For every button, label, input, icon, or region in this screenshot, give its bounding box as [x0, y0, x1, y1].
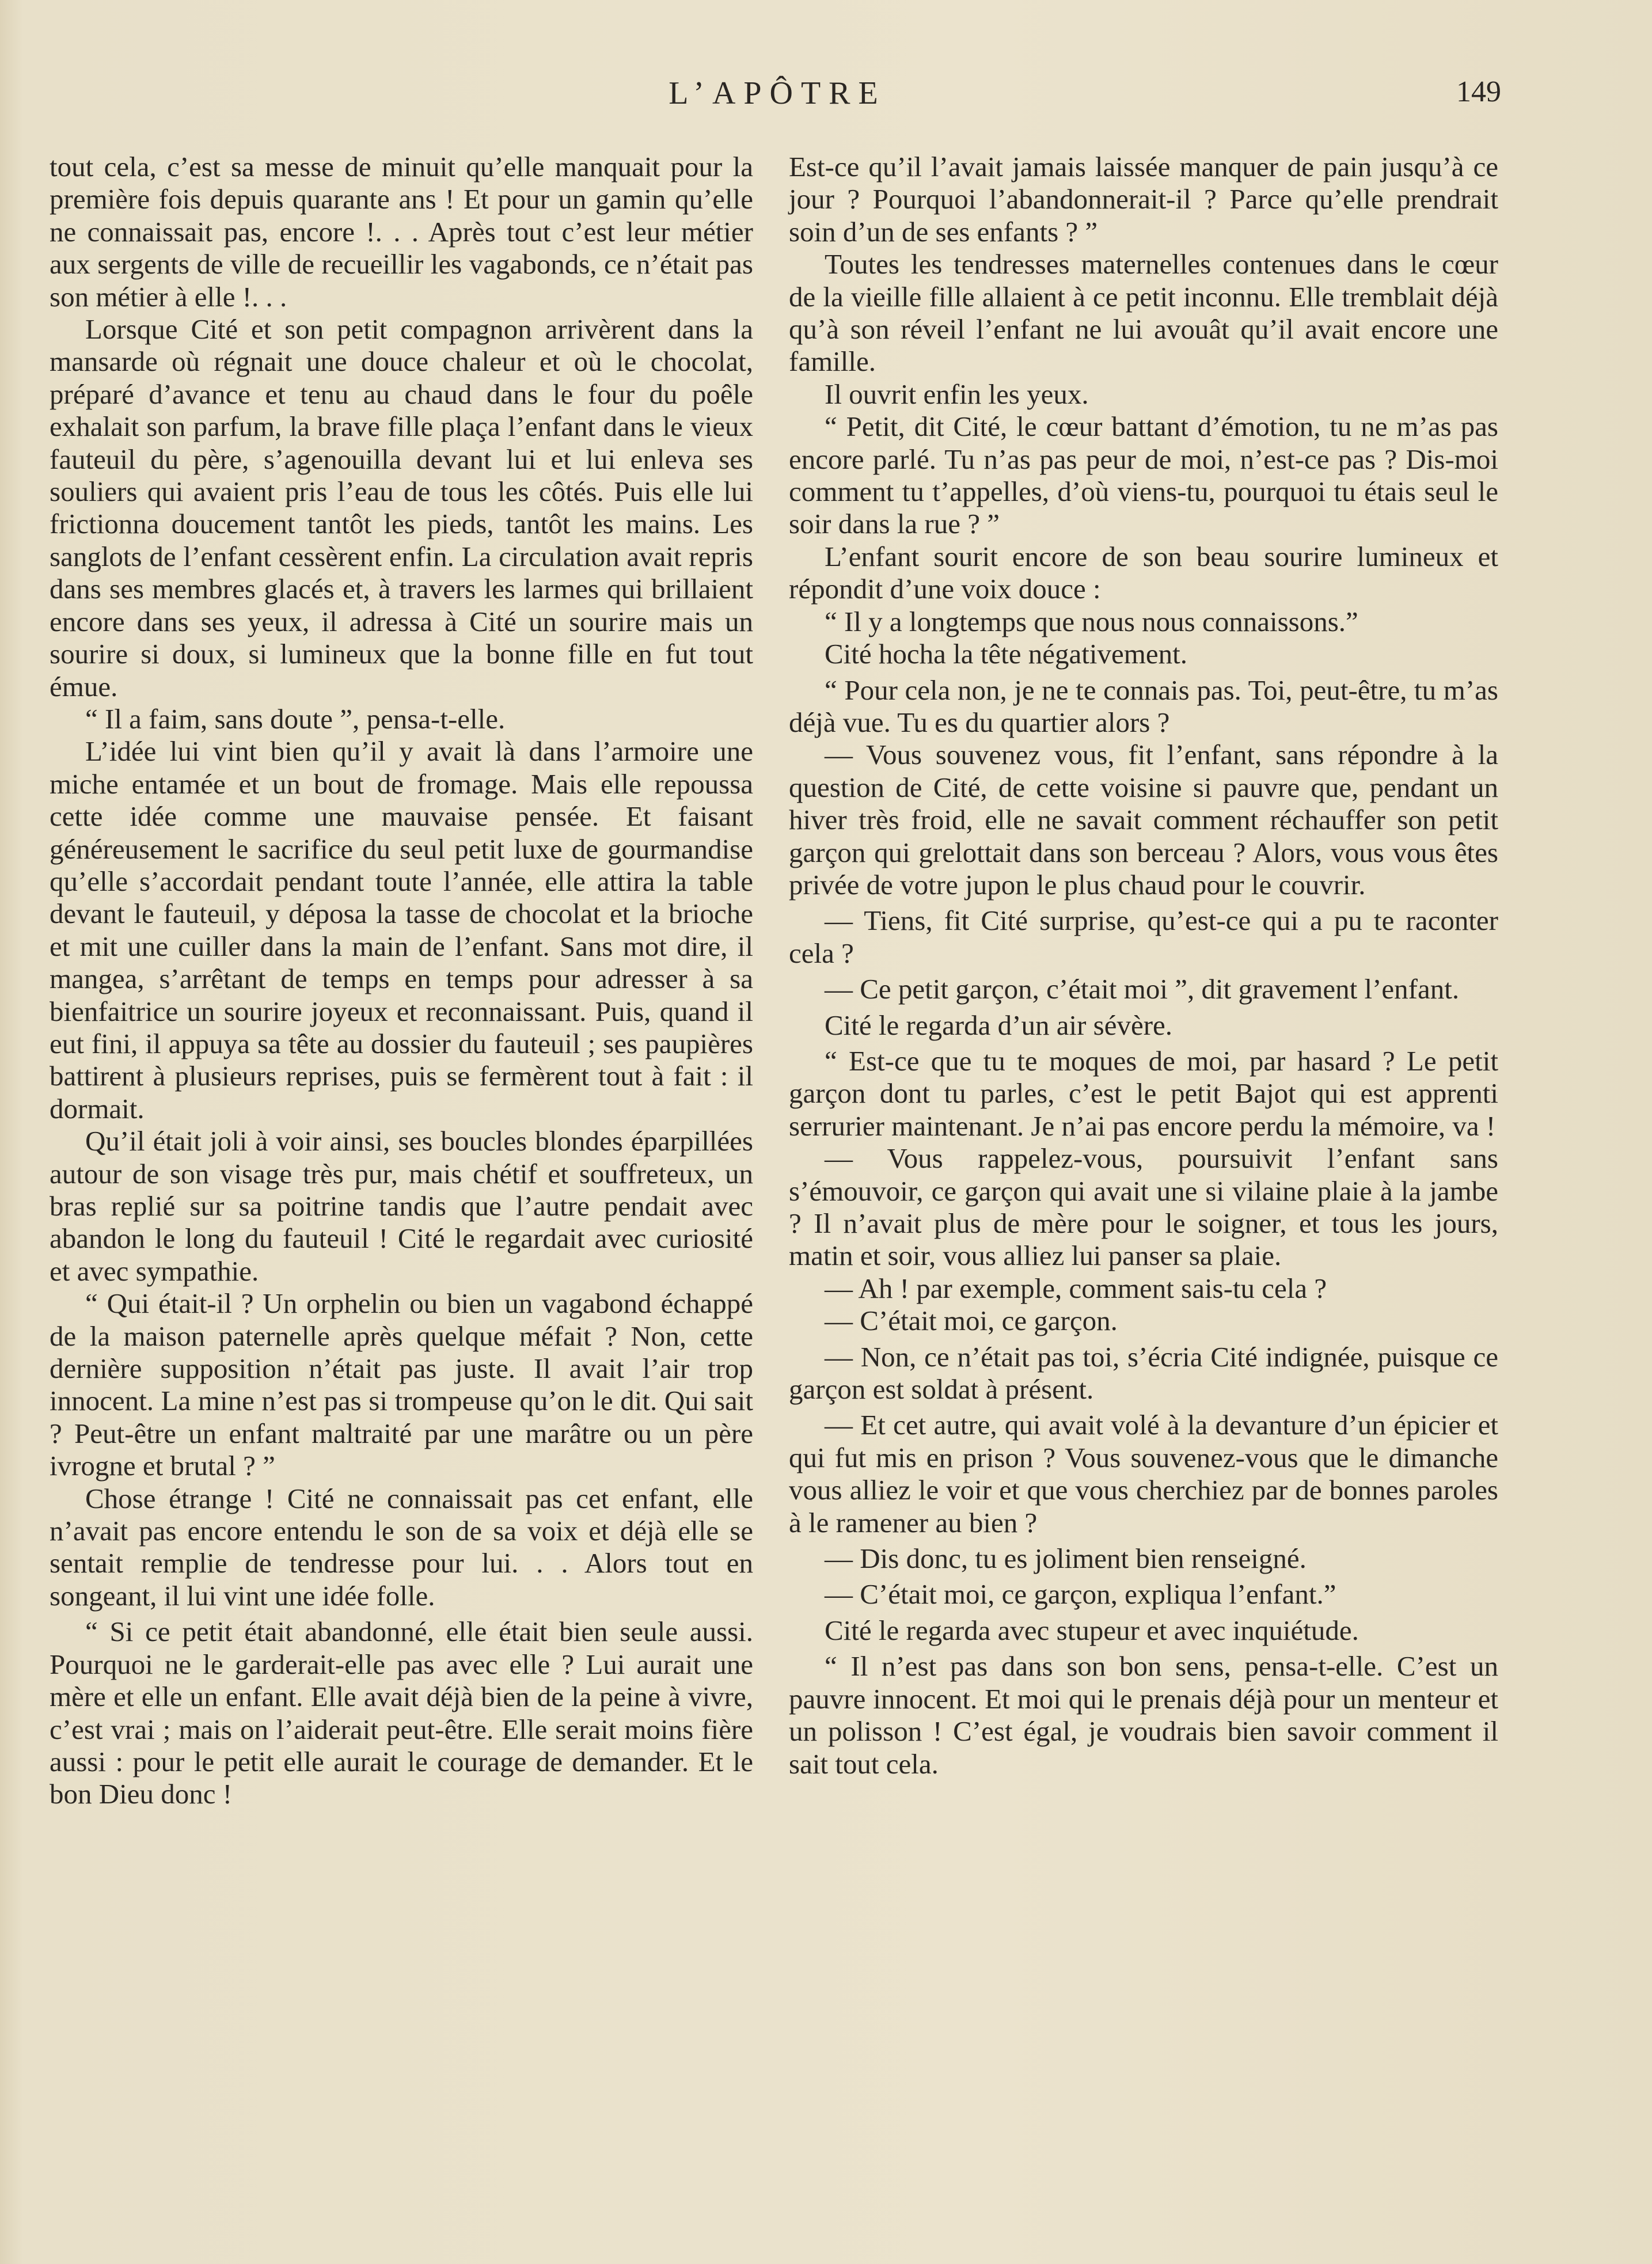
paragraph: Lorsque Cité et son petit compagnon arrivèrent dans la mansarde où régnait une douce chaleur et où le chocolat, préparé d’avance et tenu au chaud dans le four du poêle exhalait son parfum, la brave fille plaça l’enfant dans le vieux fauteuil du père, s’agenouilla devant lui et lui enleva ses souliers qui avaient pris l’eau de tous les côtés. Puis elle lui frictionna doucement tantôt les pieds, tantôt les mains. Les sanglots de l’enfant cessèrent enfin. La circulation avait repris dans ses membres glacés et, à travers les larmes qui brillaient encore dans ses yeux, il adressa à Cité un sourire mais un sourire si doux, si lumineux que la bonne fille en fut tout émue.: [50, 313, 753, 702]
paragraph: Chose étrange ! Cité ne connaissait pas cet enfant, elle n’avait pas encore entendu le son de sa voix et déjà elle se sentait remplie de tendresse pour lui. . . Alors tout en songeant, il lui vint une idée folle.: [50, 1482, 753, 1612]
paragraph: Cité le regarda d’un air sévère.: [825, 1009, 1173, 1041]
paragraph: “ Petit, dit Cité, le cœur battant d’émotion, tu ne m’as pas encore parlé. Tu n’as pas peur de moi, n’est-ce pas ? Dis-moi comment tu t’appelles, d’où viens-tu, pourquoi tu étais seul le soir dans la rue ? ”: [789, 411, 1498, 540]
paragraph: Il ouvrit enfin les yeux.: [825, 378, 1089, 410]
paragraph: — Tiens, fit Cité surprise, qu’est-ce qui a pu te raconter cela ?: [789, 905, 1498, 969]
paragraph: “ Pour cela non, je ne te connais pas. Toi, peut-être, tu m’as déjà vue. Tu es du quartier alors ?: [789, 674, 1498, 738]
page-number: 149: [1456, 75, 1501, 108]
running-title: L’APÔTRE: [669, 75, 886, 111]
paragraph: — C’était moi, ce garçon.: [825, 1305, 1118, 1337]
paragraph: Est-ce qu’il l’avait jamais laissée manquer de pain jusqu’à ce jour ? Pourquoi l’abandonnerait-il ? Parce qu’elle prendrait soin d’un de ses enfants ? ”: [789, 151, 1498, 248]
paragraph: tout cela, c’est sa messe de minuit qu’elle manquait pour la première fois depuis quarante ans ! Et pour un gamin qu’elle ne connaissait pas, encore !. . . Après tout c’est leur métier aux sergents de ville de recueillir les vagabonds, ce n’était pas son métier à elle !. . .: [50, 151, 753, 313]
paragraph: Qu’il était joli à voir ainsi, ses boucles blondes éparpillées autour de son visage très pur, mais chétif et souffreteux, un bras replié sur sa poitrine tandis que l’autre pendait avec abandon le long du fauteuil ! Cité le regardait avec curiosité et avec sympathie.: [50, 1125, 753, 1287]
paragraph: Toutes les tendresses maternelles contenues dans le cœur de la vieille fille allaient à ce petit inconnu. Elle tremblait déjà qu’à son réveil l’enfant ne lui avouât qu’il avait encore une famille.: [789, 248, 1498, 378]
paragraph: L’enfant sourit encore de son beau sourire lumineux et répondit d’une voix douce :: [789, 540, 1498, 605]
paragraph: L’idée lui vint bien qu’il y avait là dans l’armoire une miche entamée et un bout de fromage. Mais elle repoussa cette idée comme une mauvaise pensée. Et faisant généreusement le sacrifice du seul petit luxe de gourmandise qu’elle s’accordait pendant toute l’année, elle attira la table devant le fauteuil, y déposa la tasse de chocolat et la brioche et mit une cuiller dans la main de l’enfant. Sans mot dire, il mangea, s’arrêtant de temps en temps pour adresser à sa bienfaitrice un sourire joyeux et reconnaissant. Puis, quand il eut fini, il appuya sa tête au dossier du fauteuil ; ses paupières battirent à plusieurs reprises, puis se fermèrent tout à fait : il dormait.: [50, 735, 753, 1125]
paragraph: — Vous rappelez-vous, poursuivit l’enfant sans s’émouvoir, ce garçon qui avait une si vilaine plaie à la jambe ? Il n’avait plus de mère pour le soigner, et tous les jours, matin et soir, vous alliez lui panser sa plaie.: [789, 1142, 1498, 1272]
left-column: [50, 151, 753, 1811]
paragraph: “ Il y a longtemps que nous nous connaissons.”: [825, 605, 1358, 637]
paragraph: — Et cet autre, qui avait volé à la devanture d’un épicier et qui fut mis en prison ? Vous souvenez-vous que le dimanche vous alliez le voir et que vous cherchiez par de bonnes paroles à le ramener au bien ?: [789, 1409, 1498, 1539]
paragraph: “ Il a faim, sans doute ”, pensa-t-elle.: [85, 702, 506, 735]
paragraph: — Ah ! par exemple, comment sais-tu cela ?: [825, 1272, 1327, 1304]
paragraph: — Vous souvenez vous, fit l’enfant, sans répondre à la question de Cité, de cette voisine si pauvre que, pendant un hiver très froid, elle ne savait comment réchauffer son petit garçon qui grelottait dans son berceau ? Alors, vous vous êtes privée de votre jupon le plus chaud pour le couvrir.: [789, 739, 1498, 901]
paragraph: “ Qui était-il ? Un orphelin ou bien un vagabond échappé de la maison paternelle après quelque méfait ? Non, cette dernière supposition n’était pas juste. Il avait l’air trop innocent. La mine n’est pas si trompeuse qu’on le dit. Qui sait ? Peut-être un enfant maltraité par une marâtre ou un père ivrogne et brutal ? ”: [50, 1287, 753, 1482]
paragraph: — Dis donc, tu es joliment bien renseigné.: [825, 1543, 1307, 1575]
paragraph: Cité hocha la tête négativement.: [825, 638, 1187, 670]
paragraph: “ Si ce petit était abandonné, elle était bien seule aussi. Pourquoi ne le garderait-elle pas avec elle ? Lui aurait une mère et elle un enfant. Elle avait déjà bien de la peine à vivre, c’est vrai ; mais on l’aiderait peut-être. Elle serait moins fière aussi : pour le petit elle aurait le courage de demander. Et le bon Dieu donc !: [50, 1616, 753, 1810]
paragraph: “ Il n’est pas dans son bon sens, pensa-t-elle. C’est un pauvre innocent. Et moi qui le prenais déjà pour un menteur et un polisson ! C’est égal, je voudrais bien savoir comment il sait tout cela.: [789, 1650, 1498, 1780]
paragraph: — Ce petit garçon, c’était moi ”, dit gravement l’enfant.: [825, 973, 1460, 1005]
page-header: [0, 75, 1652, 121]
paragraph: — C’était moi, ce garçon, expliqua l’enfant.”: [825, 1578, 1336, 1610]
paragraph: — Non, ce n’était pas toi, s’écria Cité indignée, puisque ce garçon est soldat à présent.: [789, 1340, 1498, 1405]
right-column: [789, 151, 1498, 1780]
paragraph: “ Est-ce que tu te moques de moi, par hasard ? Le petit garçon dont tu parles, c’est le petit Bajot qui est apprenti serrurier maintenant. Je n’ai pas encore perdu la mémoire, va !: [789, 1044, 1498, 1142]
paragraph: Cité le regarda avec stupeur et avec inquiétude.: [825, 1614, 1359, 1646]
